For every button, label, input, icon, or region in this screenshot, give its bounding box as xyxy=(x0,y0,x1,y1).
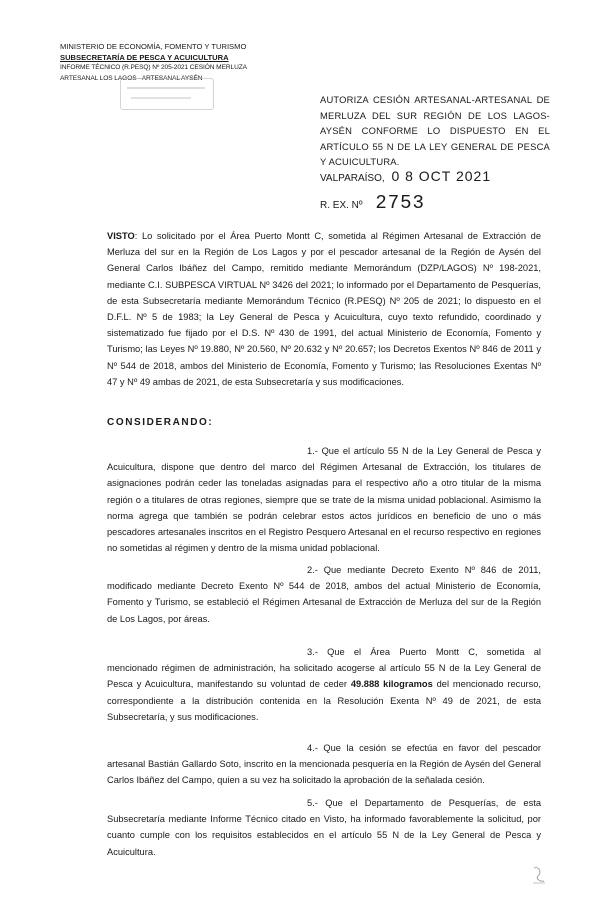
office-stamp xyxy=(120,78,214,110)
considerando-heading: CONSIDERANDO: xyxy=(107,417,214,428)
paragraph-number: 3.- xyxy=(307,647,318,657)
visto-label: VISTO xyxy=(107,231,135,241)
region-reference: ARTESANAL LOS LAGOS - ARTESANAL AYSÉN xyxy=(60,74,203,82)
date-place: VALPARAÍSO, xyxy=(320,173,385,184)
resolution-title: AUTORIZA CESIÓN ARTESANAL-ARTESANAL DE MERLUZA DEL SUR REGIÓN DE LOS LAGOS-AYSÉN CONFORME LO DISPUESTO EN EL ARTÍCULO 55 N DE LA LEY GENERAL DE PESCA Y ACUICULTURA. xyxy=(320,94,550,167)
considerando-paragraph-4 xyxy=(107,740,541,789)
initials-mark xyxy=(530,864,548,886)
paragraph-text: Que la cesión se efectúa en favor del pescador artesanal Bastián Gallardo Soto, inscrito en la mencionada pesquería en la Región de Aysén del General Carlos Ibáñez del Campo, quien a su vez ha solicitado la aprobación de la señalada cesión. xyxy=(107,743,541,786)
paragraph-text: Que el artículo 55 N de la Ley General de Pesca y Acuicultura, dispone que dentro del marco del Régimen Artesanal de Extracción, los titulares de asignaciones podrán ceder las toneladas asignadas para el respectivo año a otro titular de la misma región o a titulares de otras regiones, siempre que se trate de la misma unidad poblacional. Asimismo la norma agrega que también se podrán celebrar estos actos jurídicos en beneficio de uno o más pescadores artesanales inscritos en el Registro Pesquero Artesanal en el recurso respectivo en regiones no sometidas al régimen y dentro de la misma unidad poblacional. xyxy=(107,446,541,554)
considerando-paragraph-3 xyxy=(107,644,541,725)
resolution-number-line xyxy=(320,192,425,214)
paragraph-number: 5.- xyxy=(307,798,318,808)
paragraph-number: 1.- xyxy=(307,446,318,456)
resolution-number: 2753 xyxy=(375,192,425,214)
considerando-paragraph-2 xyxy=(107,562,541,627)
date-value: 0 8 OCT 2021 xyxy=(391,168,492,184)
paragraph-number: 2.- xyxy=(307,565,318,575)
paragraph-text-start: Que el Área Puerto Montt C, sometida al mencionado régimen de administración, ha solicitado acogerse al artículo 55 N de la Ley General de Pesca y Acuicultura, manifestando su voluntad de ceder xyxy=(107,647,541,690)
paragraph-text: Que mediante Decreto Exento Nº 846 de 2011, modificado mediante Decreto Exento Nº 544 de 2018, ambos del actual Ministerio de Economía, Fomento y Turismo, se estableció el Régimen Artesanal de Extracción de Merluza del sur de la Región de Los Lagos, por áreas. xyxy=(107,565,541,624)
subsecretaria-name: SUBSECRETARÍA DE PESCA Y ACUICULTURA xyxy=(60,52,229,62)
resolution-label: R. EX. Nº xyxy=(320,200,363,211)
paragraph-text: Que el Departamento de Pesquerías, de esta Subsecretaría mediante Informe Técnico citado en Visto, ha informado favorablemente la solicitud, por cuanto cumple con los requisitos establecidos en el artículo 55 N de la Ley General de Pesca y Acuicultura. xyxy=(107,798,541,857)
ceded-quantity: 49.888 kilogramos xyxy=(350,679,433,690)
visto-text: : Lo solicitado por el Área Puerto Montt C, sometida al Régimen Artesanal de Extracción de Merluza del sur en la Región de Los Lagos y por el pescador artesanal de la Región de Aysén del General Carlos Ibáñez del Campo, remitido mediante Memorándum (DZP/LAGOS) Nº 198-2021, mediante C.I. SUBPESCA VIRTUAL Nº 3426 del 2021; lo informado por el Departamento de Pesquerías, de esta Subsecretaría mediante Memorándum Técnico (R.PESQ) Nº 205 de 2021; lo dispuesto en el D.F.L. Nº 5 de 1983; la Ley General de Pesca y Acuicultura, cuyo texto refundido, coordinado y sistematizado fue fijado por el D.S. Nº 430 de 1991, del actual Ministerio de Economía, Fomento y Turismo; las Leyes Nº 19.880, Nº 20.560, Nº 20.632 y Nº 20.657; los Decretos Exentos Nº 846 de 2011 y Nº 544 de 2018, ambos del Ministerio de Economía, Fomento y Turismo; las Resoluciones Exentas Nº 47 y Nº 49 ambas de 2021, de esta Subsecretaría y sus modificaciones. xyxy=(107,231,541,387)
paragraph-text-end: del mencionado recurso, correspondiente a la distribución contenida en la Resolución Exenta Nº 49 de 2021, de esta Subsecretaría, y sus modificaciones. xyxy=(107,679,542,722)
paragraph-number: 4.- xyxy=(307,743,318,753)
ministry-name: MINISTERIO DE ECONOMÍA, FOMENTO Y TURISMO xyxy=(60,42,247,51)
informe-reference: INFORME TÉCNICO (R.PESQ) Nº 205-2021 CESIÓN MERLUZA xyxy=(60,64,247,71)
date-line xyxy=(320,168,491,184)
visto-paragraph xyxy=(107,228,541,390)
considerando-paragraph-5 xyxy=(107,795,541,860)
considerando-paragraph-1 xyxy=(107,443,541,556)
